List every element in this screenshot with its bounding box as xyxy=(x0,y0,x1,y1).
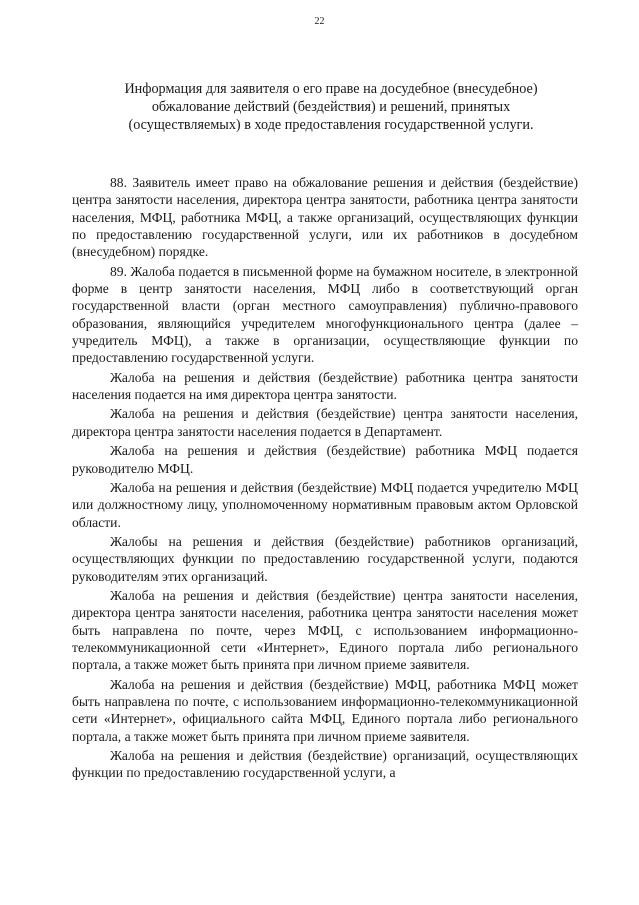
paragraph: Жалоба на решения и действия (бездействие) МФЦ подается учредителю МФЦ или должностному лицу, уполномоченному нормативным правовым актом Орловской области. xyxy=(72,479,578,530)
paragraph: Жалобы на решения и действия (бездействие) работников организаций, осуществляющих функции по предоставлению государственной услуги, подаются руководителям этих организаций. xyxy=(72,534,578,584)
paragraph-88: 88. Заявитель имеет право на обжалование решения и действия (бездействие) центра занятости населения, директора центра занятости, работника центра занятости населения, МФЦ, работника МФЦ, а также организаций, осуществляющих функции по предоставлению государственной услуги, или их работников в досудебном (внесудебном) порядке. xyxy=(72,175,578,260)
paragraph: Жалоба на решения и действия (бездействие) работника МФЦ подается руководителю МФЦ. xyxy=(72,443,578,476)
paragraph: Жалоба на решения и действия (бездействие) центра занятости населения, директора центра занятости населения подается в Департамент. xyxy=(72,406,578,439)
paragraph: Жалоба на решения и действия (бездействие) МФЦ, работника МФЦ может быть направлена по почте, с использованием информационно-телекоммуникационной сети «Интернет», официального сайта МФЦ, Единого портала либо регионального портала, а также может быть принята при личном приеме заявителя. xyxy=(72,676,578,744)
page-number: 22 xyxy=(314,16,325,27)
section-heading: Информация для заявителя о его праве на досудебное (внесудебное) обжалование действий (бездействия) и решений, принятых (осуществляемых) в ходе предоставления государственной услуги. xyxy=(124,81,538,133)
paragraph-continued: Жалоба на решения и действия (бездействие) организаций, осуществляющих функции по предоставлению государственной услуги, а xyxy=(72,748,578,781)
paragraph: Жалоба на решения и действия (бездействие) работника центра занятости населения подается на имя директора центра занятости. xyxy=(72,369,578,402)
document-body xyxy=(72,174,578,782)
paragraph: Жалоба на решения и действия (бездействие) центра занятости населения, директора центра занятости населения, работника центра занятости населения может быть направлена по почте, через МФЦ, с использованием информационно-телекоммуникационной сети «Интернет», Единого портала либо регионального портала, а также может быть принята при личном приеме заявителя. xyxy=(72,588,578,673)
paragraph-89: 89. Жалоба подается в письменной форме на бумажном носителе, в электронной форме в центр занятости населения, МФЦ либо в соответствующий орган государственной власти (орган местного самоуправления) публично-правового образования, являющийся учредителем многофункционального центра (далее – учредитель МФЦ), а также в организации, осуществляющие функции по предоставлению государственной услуги. xyxy=(72,263,579,366)
